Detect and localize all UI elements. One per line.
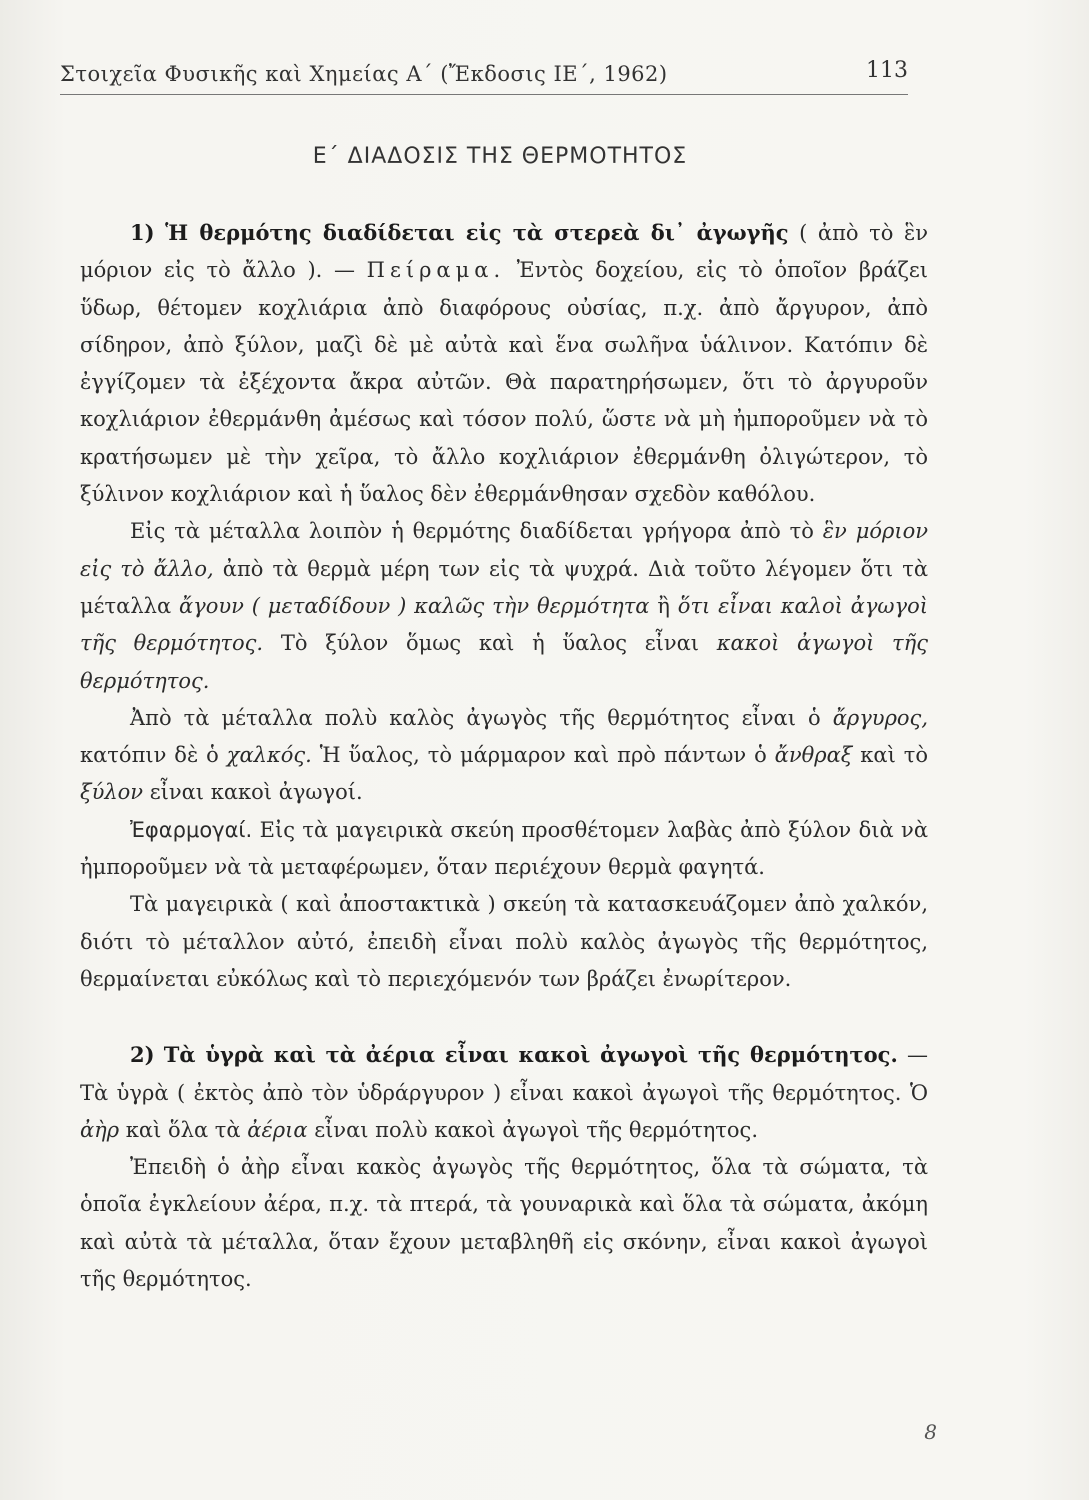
paragraph-2-italic-a: ἓν μόριον εἰς τὸ ἄλλο, (80, 519, 928, 581)
paragraph-7 (80, 1149, 928, 1298)
paragraph-6-title: Τὰ ὑγρὰ καὶ τὰ ἀέρια εἶναι κακοὶ ἀγωγοὶ τῆς θερμότητος. (163, 1042, 898, 1068)
page-number: 113 (866, 58, 908, 83)
body-text (80, 214, 928, 1298)
paragraph-2-text-c: ἢ (649, 593, 678, 618)
paragraph-5 (80, 886, 928, 998)
paragraph-2-text-a: Εἰς τὰ μέταλλα λοιπὸν ἡ θερμότης διαδίδεται γρήγορα ἀπὸ τὸ (130, 519, 823, 544)
paragraph-3-text-a: Ἀπὸ τὰ μέταλλα πολὺ καλὸς ἀγωγὸς τῆς θερμότητος εἶναι ὁ (130, 705, 833, 730)
paragraph-6-italic-a: ἀὴρ (80, 1117, 120, 1142)
paragraph-6-italic-b: ἀέρια (247, 1117, 308, 1142)
running-header (60, 58, 908, 95)
paragraph-2 (80, 513, 928, 699)
paragraph-3-italic-b: χαλκός. (226, 743, 312, 768)
applications-label: Ἐφαρμογαί. (130, 817, 253, 842)
paragraph-6 (80, 1036, 928, 1149)
paragraph-3-text-c: Ἡ ὕαλος, τὸ μάρμαρον καὶ πρὸ πάντων ὁ (311, 743, 775, 768)
paragraph-1-number: 1) (130, 220, 155, 245)
paragraph-6-text-c: εἶναι πολὺ κακοὶ ἀγωγοὶ τῆς θερμότητος. (307, 1117, 758, 1142)
paragraph-7-text: Ἐπειδὴ ὁ ἀὴρ εἶναι κακὸς ἀγωγὸς τῆς θερμότητος, ὅλα τὰ σώματα, τὰ ὁποῖα ἐγκλείουν ἀέρα, π.χ. τὰ πτερά, τὰ γουναρικὰ καὶ ὅλα τὰ σώματα, ἀκόμη καὶ αὐτὰ τὰ μέταλλα, ὅταν ἔχουν μεταβληθῆ εἰς σκόνην, εἶναι κακοὶ ἀγωγοὶ τῆς θερμότητος. (80, 1155, 928, 1292)
paragraph-3-italic-c: ἄνθραξ (774, 743, 853, 768)
paragraph-2-italic-c: ὅτι εἶναι καλοὶ ἀγωγοὶ τῆς θερμότητος. (80, 593, 928, 656)
signature-mark: 8 (924, 1420, 937, 1444)
paragraph-1 (80, 214, 928, 513)
paragraph-1-text-a: ( ἀπὸ τὸ ἓν μόριον εἰς τὸ ἄλλο ). — (80, 221, 928, 283)
paragraph-4-text: Εἰς τὰ μαγειρικὰ σκεύη προσθέτομεν λαβὰς ἀπὸ ξύλον διὰ νὰ ἠμποροῦμεν νὰ τὰ μεταφέρωμεν, ὅταν περιέχουν θερμὰ φαγητά. (80, 817, 928, 880)
paragraph-2-text-d: Τὸ ξύλον ὅμως καὶ ἡ ὕαλος εἶναι (263, 631, 717, 656)
paragraph-6-text-a: — Τὰ ὑγρὰ ( ἐκτὸς ἀπὸ τὸν ὑδράργυρον ) εἶναι κακοὶ ἀγωγοὶ τῆς θερμότητος. Ὁ (80, 1043, 928, 1105)
paragraph-4 (80, 812, 928, 887)
paragraph-6-text-b: καὶ ὅλα τὰ (119, 1117, 248, 1142)
paragraph-3-text-e: εἶναι κακοὶ ἀγωγοί. (143, 780, 363, 805)
section-heading: Ε΄ ΔΙΑΔΟΣΙΣ ΤΗΣ ΘΕΡΜΟΤΗΤΟΣ (312, 144, 688, 169)
paragraph-2-italic-b: ἄγουν ( μεταδίδουν ) καλῶς τὴν θερμότητα (178, 593, 650, 618)
paragraph-3 (80, 700, 928, 812)
experiment-label: Πείραμα. (366, 258, 506, 283)
paragraph-3-italic-a: ἄργυρος, (832, 705, 928, 730)
paragraph-1-text-b: Ἐντὸς δοχείου, εἰς τὸ ὁποῖον βράζει ὕδωρ, θέτομεν κοχλιάρια ἀπὸ διαφόρους οὐσίας, π.χ. ἀπὸ ἄργυρον, ἀπὸ σίδηρον, ἀπὸ ξύλον, μαζὶ δὲ μὲ αὐτὰ καὶ ἕνα σωλῆνα ὑάλινον. Κατόπιν δὲ ἐγγίζομεν τὰ ἐξέχοντα ἄκρα αὐτῶν. Θὰ παρατηρήσωμεν, ὅτι τὸ ἀργυροῦν κοχλιάριον ἐθερμάνθη ἀμέσως καὶ τόσον πολύ, ὥστε νὰ μὴ ἠμποροῦμεν νὰ τὸ κρατήσωμεν μὲ τὴν χεῖρα, τὸ ἄλλο κοχλιάριον ἐθερμάνθη ὀλιγώτερον, τὸ ξύλινον κοχλιάριον καὶ ἡ ὕαλος δὲν ἐθερμάνθησαν σχεδὸν καθόλου. (80, 258, 928, 507)
paragraph-3-text-d: καὶ τὸ (852, 743, 929, 768)
paragraph-5-text: Τὰ μαγειρικὰ ( καὶ ἀποστακτικὰ ) σκεύη τὰ κατασκευάζομεν ἀπὸ χαλκόν, διότι τὸ μέταλλον αὐτό, ἐπειδὴ εἶναι πολὺ καλὸς ἀγωγὸς τῆς θερμότητος, θερμαίνεται εὐκόλως καὶ τὸ περιεχόμενόν των βράζει ἐνωρίτερον. (80, 892, 928, 991)
paragraph-1-title: Ἡ θερμότης διαδίδεται εἰς τὰ στερεὰ δι᾽ ἀγωγῆς (165, 220, 789, 245)
paragraph-3-text-b: κατόπιν δὲ ὁ (80, 743, 227, 768)
paragraph-2-text-b: ἀπὸ τὰ θερμὰ μέρη των εἰς τὰ ψυχρά. Διὰ τοῦτο λέγομεν ὅτι τὰ μέταλλα (80, 556, 928, 618)
paragraph-6-number: 2) (130, 1042, 155, 1068)
paragraph-3-italic-d: ξύλον (80, 780, 144, 805)
running-title: Στοιχεῖα Φυσικῆς καὶ Χημείας Α΄ (Ἔκδοσις ΙΕ΄, 1962) (60, 62, 668, 86)
paragraph-gap (80, 998, 928, 1036)
paragraph-2-italic-d: κακοὶ ἀγωγοὶ τῆς θερμότητος. (80, 631, 928, 693)
